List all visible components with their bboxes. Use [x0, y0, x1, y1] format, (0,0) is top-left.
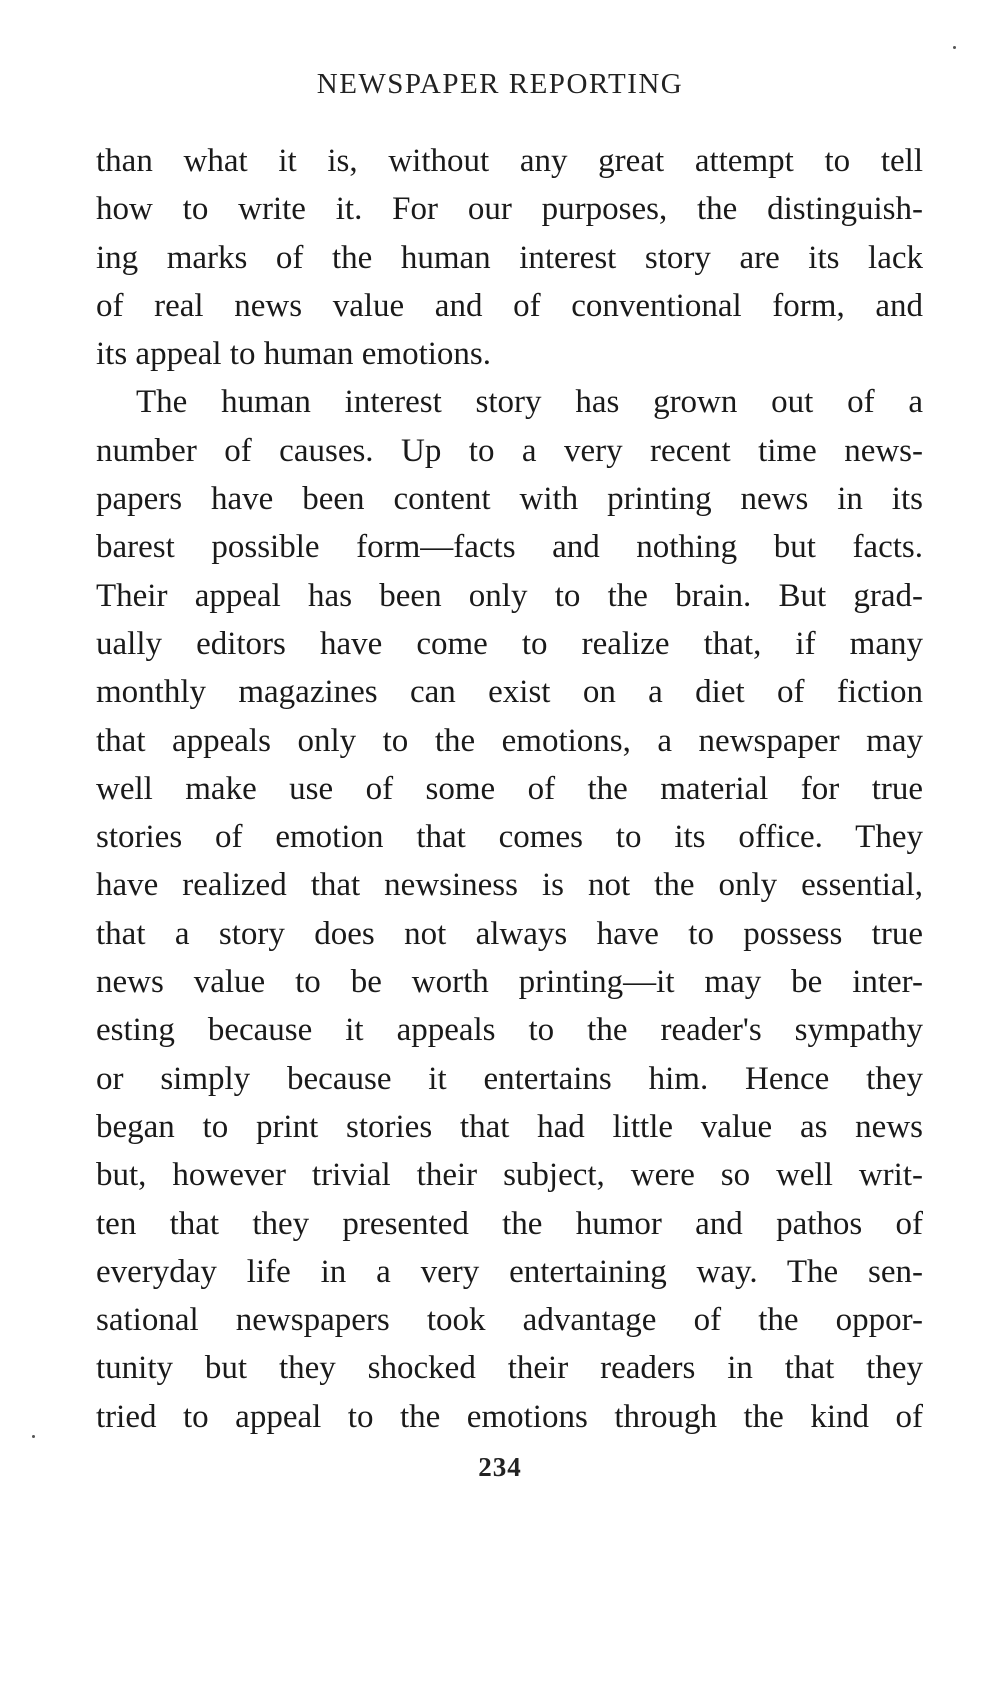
- scan-speck: [953, 46, 956, 49]
- text-line: news value to be worth printing—it may be inter-: [96, 964, 923, 1001]
- text-line: barest possible form—facts and nothing but facts.: [96, 529, 923, 566]
- text-line: its appeal to human emotions.: [96, 336, 492, 373]
- text-line: have realized that newsiness is not the only essential,: [96, 867, 923, 904]
- text-line: tried to appeal to the emotions through the kind of: [96, 1398, 923, 1435]
- text-line: of real news value and of conventional form, and: [96, 287, 923, 324]
- text-line: sational newspapers took advantage of the oppor-: [96, 1302, 923, 1339]
- paragraph: [96, 378, 923, 1441]
- text-line: monthly magazines can exist on a diet of fiction: [96, 674, 923, 711]
- text-line: stories of emotion that comes to its office. They: [96, 819, 923, 856]
- paragraph: [96, 137, 923, 378]
- text-line: how to write it. For our purposes, the distinguish-: [96, 191, 923, 228]
- body-text: [96, 137, 923, 1441]
- text-line: esting because it appeals to the reader's sympathy: [96, 1012, 923, 1049]
- text-line: but, however trivial their subject, were so well writ-: [96, 1157, 923, 1194]
- text-line: tunity but they shocked their readers in that they: [96, 1350, 923, 1387]
- text-line: that a story does not always have to possess true: [96, 915, 923, 952]
- text-line: ing marks of the human interest story are its lack: [96, 239, 923, 276]
- text-line: number of causes. Up to a very recent time news-: [96, 432, 923, 469]
- page-number: 234: [478, 1452, 522, 1482]
- text-line: The human interest story has grown out of a: [136, 384, 923, 421]
- text-line: began to print stories that had little value as news: [96, 1108, 923, 1145]
- text-line: than what it is, without any great attempt to tell: [96, 143, 923, 179]
- text-line: that appeals only to the emotions, a newspaper may: [96, 722, 923, 759]
- text-line: Their appeal has been only to the brain. But grad-: [96, 577, 923, 614]
- running-head: NEWSPAPER REPORTING: [316, 68, 684, 100]
- text-line: well make use of some of the material for true: [96, 770, 923, 807]
- scan-speck: [32, 1435, 35, 1438]
- text-line: ually editors have come to realize that, if many: [96, 625, 923, 662]
- text-line: papers have been content with printing news in its: [96, 481, 923, 518]
- text-line: everyday life in a very entertaining way. The sen-: [96, 1253, 923, 1290]
- text-line: ten that they presented the humor and pathos of: [96, 1205, 923, 1242]
- text-line: or simply because it entertains him. Hence they: [96, 1060, 923, 1097]
